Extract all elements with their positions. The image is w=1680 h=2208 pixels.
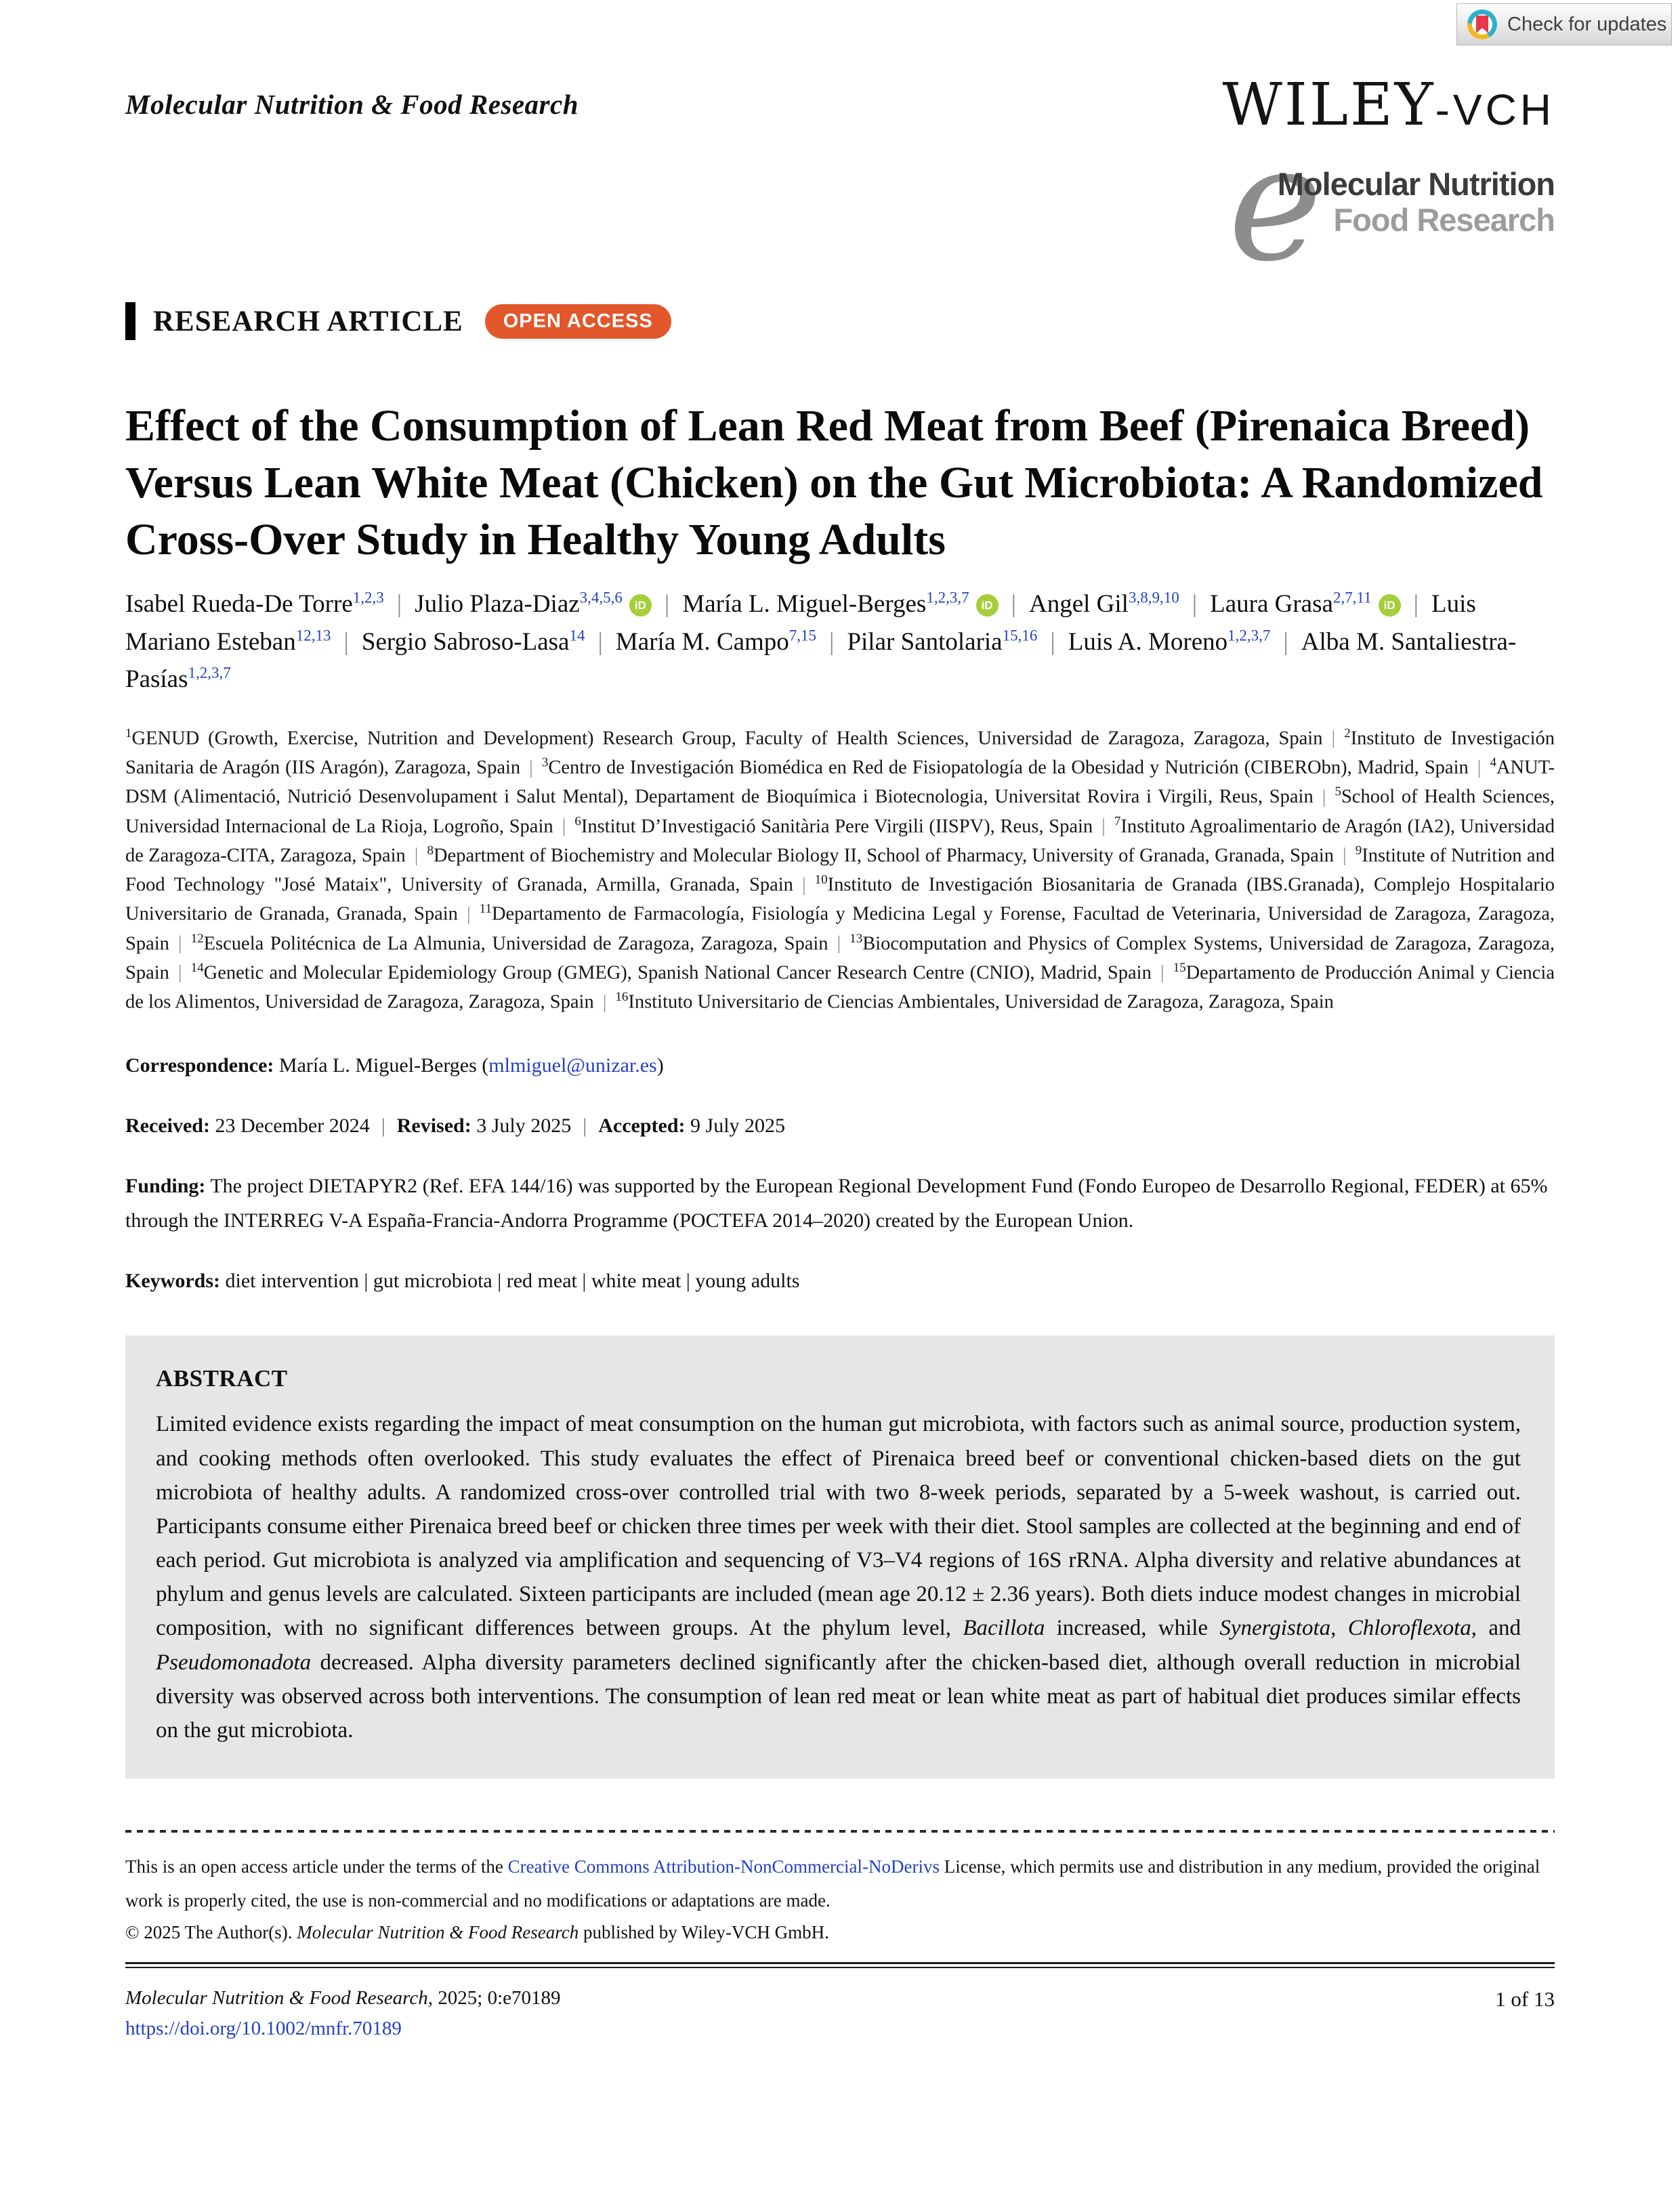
dashed-divider xyxy=(125,1830,1555,1833)
page-header xyxy=(125,0,1555,297)
affiliation-separator: | xyxy=(1101,816,1106,837)
journal-logo-line1: Molecular Nutrition xyxy=(1277,166,1555,202)
abstract-taxon: Pseudomonadota xyxy=(156,1650,312,1675)
page-number: 1 of 13 xyxy=(1495,1986,1555,2011)
abstract-heading: ABSTRACT xyxy=(156,1365,288,1392)
accepted-label: Accepted: xyxy=(598,1115,686,1138)
abstract-taxon: Chloroflexota xyxy=(1347,1616,1471,1641)
author-separator: | xyxy=(664,590,670,619)
open-access-badge: OPEN ACCESS xyxy=(485,304,671,339)
correspondence-text: María L. Miguel-Berges ( xyxy=(274,1054,489,1077)
copyright-journal: Molecular Nutrition & Food Research xyxy=(297,1921,579,1942)
abstract-text xyxy=(156,1407,1521,1747)
correspondence-line xyxy=(125,1048,1555,1083)
copyright-pre: © 2025 The Author(s). xyxy=(125,1921,297,1942)
affiliation-separator: | xyxy=(602,991,607,1013)
correspondence-label: Correspondence: xyxy=(125,1054,274,1077)
affiliation-separator: | xyxy=(801,874,806,896)
publisher-block xyxy=(1216,71,1555,297)
wiley-wordmark: WILEY xyxy=(1222,71,1435,139)
affiliation-separator: | xyxy=(414,845,419,867)
received-date: 23 December 2024 xyxy=(209,1115,370,1138)
journal-logo-line2: Food Research xyxy=(1333,201,1555,238)
revised-date: 3 July 2025 xyxy=(471,1115,572,1138)
affiliation-separator: | xyxy=(837,933,841,955)
running-journal-title: Molecular Nutrition & Food Research xyxy=(125,89,579,120)
dates-line xyxy=(125,1108,1555,1143)
abstract-taxon: Synergistota xyxy=(1219,1616,1331,1641)
author-list xyxy=(125,585,1555,699)
article-title: Effect of the Consumption of Lean Red Meat from Beef (Pirenaica Breed) Versus Lean White Meat (Chicken) on the Gut Microbiota: A Randomized Cross-Over Study in Healthy Young Adults xyxy=(125,401,1543,564)
affiliation-separator: | xyxy=(1331,728,1336,749)
abstract-segment: , and xyxy=(1471,1616,1521,1641)
correspondence-close: ) xyxy=(656,1054,664,1077)
affiliation-separator: | xyxy=(177,933,182,955)
author-separator: | xyxy=(1050,627,1055,656)
funding-text: The project DIETAPYR2 (Ref. EFA 144/16) was supported by the European Regional Development Fund (Fondo Europeo de Desarrollo Regional, FEDER) at 65% through the INTERREG V-A España-Francia-Andorra Programme (POCTEFA 2014–2020) created by the European Union. xyxy=(125,1175,1548,1232)
license-text xyxy=(125,1850,1555,1918)
affiliation-separator: | xyxy=(1160,962,1164,984)
abstract-segment: Limited evidence exists regarding the impact of meat consumption on the human gut microbiota, with factors such as animal source, production system, and cooking methods often overlooked. This study evaluates the effect of Pirenaica breed beef or conventional chicken-based diets on the gut microbiota of healthy adults. A randomized cross-over controlled trial with two 8-week periods, separated by a 5-week washout, is carried out. Participants consume either Pirenaica breed beef or chicken three times per week with their diet. Stool samples are collected at the beginning and end of each period. Gut microbiota is analyzed via amplification and sequencing of V3–V4 regions of 16S rRNA. Alpha diversity and relative abundances at phylum and genus levels are calculated. Sixteen participants are included (mean age 20.12 ± 2.36 years). Both diets induce modest changes in microbial composition, with no significant differences between groups. At the phylum level, xyxy=(156,1412,1521,1641)
affiliations: $^1$GENUD (Growth, Exercise, Nutrition and Development) Research Group, Faculty of Health Sciences, Universidad de Zaragoza, Zaragoza, Spain | $^2$Instituto de Investigación Sanitaria de Aragón (IIS Aragón), Zaragoza, Spain | $^3$Centro de Investigación Biomédica en Red de Fisiopatología de la Obesidad y Nutrición (CIBERObn), Madrid, Spain | $^4$ANUT-DSM (Alimentació, Nutrició Desenvolupament i Salut Mental), Departament de Bioquímica i Biotecnologia, Universitat Rovira i Virgili, Reus, Spain | $^5$School of Health Sciences, Universidad Internacional de La Rioja, Logroño, Spain | $^6$Institut D’Investigació Sanitària Pere Virgili (IISPV), Reus, Spain | $^7$Instituto Agroalimentario de Aragón (IA2), Universidad de Zaragoza-CITA, Zaragoza, Spain | $^8$Department of Biochemistry and Molecular Biology II, School of Pharmacy, University of Granada, Granada, Spain | $^9$Institute of Nutrition and Food Technology "José Mataix", University of Granada, Armilla, Granada, Spain | $^{10}$Instituto de Investigación Biosanitaria de Granada (IBS.Granada), Complejo Hospitalario Universitario de Granada, Granada, Spain | $^{11}$Departamento de Farmacología, Fisiología y Medicina Legal y Forense, Facultad de Veterinaria, Universidad de Zaragoza, Zaragoza, Spain | $^{12}$Escuela Politécnica de La Almunia, Universidad de Zaragoza, Zaragoza, Spain | $^{13}$Biocomputation and Physics of Complex Systems, Universidad de Zaragoza, Zaragoza, Spain | $^{14}$Genetic and Molecular Epidemiology Group (GMEG), Spanish National Cancer Research Centre (CNIO), Madrid, Spain | $^{15}$Departamento de Producción Animal y Ciencia de los Alimentos, Universidad de Zaragoza, Zaragoza, Spain | $^{16}$Instituto Universitario de Ciencias Ambientales, Universidad de Zaragoza, Zaragoza, Spain xyxy=(125,726,1555,1013)
footer-journal-name: Molecular Nutrition & Food Research, 2025; 0:e70189 xyxy=(125,1986,561,2009)
article-type-row xyxy=(125,302,1555,340)
affiliation-separator: | xyxy=(1477,757,1482,778)
abstract-section xyxy=(125,1335,1555,1778)
doi-link[interactable]: https://doi.org/10.1002/mnfr.70189 xyxy=(125,2017,402,2039)
affiliation-separator: | xyxy=(177,962,182,984)
keywords-label: Keywords: xyxy=(125,1270,220,1293)
abstract-taxon: Bacillota xyxy=(963,1616,1045,1641)
crossmark-icon xyxy=(1467,9,1497,39)
orcid-icon[interactable]: iD xyxy=(976,594,999,617)
keywords-line xyxy=(125,1264,1555,1298)
affiliation-separator: | xyxy=(529,757,533,778)
author: Laura Grasa$^{2,7,11}$ iD xyxy=(1210,590,1400,618)
vch-wordmark: -VCH xyxy=(1435,85,1555,134)
creative-commons-link[interactable]: Creative Commons Attribution-NonCommercial-NoDerivs xyxy=(507,1856,940,1877)
funding-label: Funding: xyxy=(125,1175,206,1198)
author: María L. Miguel-Berges$^{1,2,3,7}$ iD xyxy=(682,590,998,618)
affiliation-separator: | xyxy=(1322,786,1326,808)
author: María M. Campo$^{7,15}$ xyxy=(615,627,817,656)
author-separator: | xyxy=(1283,627,1288,656)
license-post: License, which permits use and distribution in any medium, provided the original work is properly cited, the use is non-commercial and no modifications or adaptations are made. xyxy=(125,1856,1540,1911)
orcid-icon[interactable]: iD xyxy=(629,594,652,617)
footer-divider xyxy=(125,1962,1555,1968)
bookmark-icon xyxy=(1476,16,1488,33)
received-label: Received: xyxy=(125,1115,210,1138)
journal-logo-e-glyph: e xyxy=(1228,112,1323,297)
author-separator: | xyxy=(1011,590,1016,619)
abstract-segment: increased, while xyxy=(1045,1616,1220,1641)
author: Sergio Sabroso-Lasa$^{14}$ xyxy=(361,627,585,656)
date-separator: | xyxy=(381,1115,385,1138)
author: Pilar Santolaria$^{15,16}$ xyxy=(847,627,1038,656)
article-type-bar xyxy=(125,302,135,340)
author: Luis Mariano Esteban$^{12,13}$ xyxy=(125,590,1476,656)
copyright-line xyxy=(125,1922,1555,1943)
author-separator: | xyxy=(597,627,603,656)
journal-logo xyxy=(1216,112,1555,297)
license-pre: This is an open access article under the terms of the xyxy=(125,1856,508,1877)
abstract-segment: decreased. Alpha diversity parameters declined significantly after the chicken-based diet, although overall reduction in microbial diversity was observed across both interventions. The consumption of lean red meat or lean white meat as part of habitual diet produces similar effects on the gut microbiota. xyxy=(156,1650,1521,1743)
author: Luis A. Moreno$^{1,2,3,7}$ xyxy=(1068,627,1271,656)
revised-label: Revised: xyxy=(396,1115,471,1138)
date-separator: | xyxy=(583,1115,587,1138)
article-type-label: RESEARCH ARTICLE xyxy=(153,305,463,337)
author: Alba M. Santaliestra-Pasías$^{1,2,3,7}$ xyxy=(125,627,1517,694)
check-for-updates-button[interactable] xyxy=(1456,3,1672,45)
author-separator: | xyxy=(343,627,349,656)
author: Angel Gil$^{3,8,9,10}$ xyxy=(1029,589,1179,619)
affiliation-separator: | xyxy=(466,903,471,925)
page-footer xyxy=(125,1987,1555,2040)
author-separator: | xyxy=(396,590,402,619)
author: Julio Plaza-Diaz$^{3,4,5,6}$ iD xyxy=(415,590,652,618)
author-separator: | xyxy=(829,627,835,656)
copyright-post: published by Wiley-VCH GmbH. xyxy=(579,1921,829,1942)
author-separator: | xyxy=(1192,590,1198,619)
funding-line xyxy=(125,1169,1555,1238)
affiliation-separator: | xyxy=(562,816,566,837)
affiliation-separator: | xyxy=(1343,845,1347,867)
correspondence-email-link[interactable]: mlmiguel@unizar.es xyxy=(488,1054,657,1077)
orcid-icon[interactable]: iD xyxy=(1379,594,1401,617)
accepted-date: 9 July 2025 xyxy=(685,1115,786,1138)
check-for-updates-label: Check for updates xyxy=(1507,13,1667,35)
abstract-segment: , xyxy=(1330,1616,1348,1641)
keywords-text: diet intervention | gut microbiota | red meat | white meat | young adults xyxy=(219,1270,800,1293)
author-separator: | xyxy=(1413,590,1419,619)
footer-citation xyxy=(125,1987,561,2040)
author: Isabel Rueda-De Torre$^{1,2,3}$ xyxy=(125,589,384,619)
